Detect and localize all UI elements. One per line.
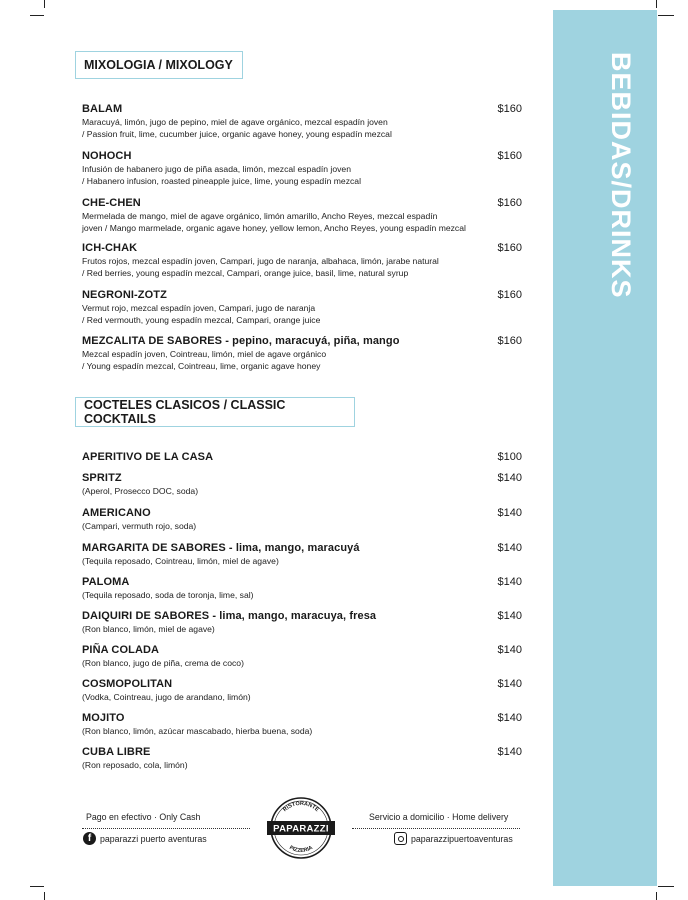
instagram-handle[interactable]: paparazzipuertoaventuras: [411, 834, 513, 844]
footer-divider-right: [352, 828, 520, 829]
menu-item-name: AMERICANO: [82, 507, 151, 519]
menu-item-price: $140: [497, 507, 522, 519]
menu-item-name: BALAM: [82, 103, 123, 115]
menu-item: [82, 197, 522, 234]
menu-item-description: (Ron reposado, cola, limón): [82, 760, 188, 770]
menu-item: [82, 150, 522, 187]
menu-item: [82, 746, 522, 771]
crop-mark: [656, 892, 657, 900]
menu-item-name: NOHOCH: [82, 150, 132, 162]
menu-item-description: (Vodka, Cointreau, jugo de arandano, limón): [82, 692, 251, 702]
menu-item-description: (Tequila reposado, Cointreau, limón, miel de agave): [82, 556, 279, 566]
menu-item: [82, 451, 522, 464]
section-title-classic: [75, 397, 355, 427]
menu-item-price: $160: [497, 103, 522, 115]
menu-item-description: / Habanero infusion, roasted pineapple juice, lime, young espadín mezcal: [82, 176, 361, 186]
crop-mark: [30, 886, 44, 887]
menu-item-description: Vermut rojo, mezcal espadín joven, Campari, jugo de naranja: [82, 303, 316, 313]
menu-item: [82, 644, 522, 669]
menu-item: [82, 542, 522, 567]
crop-mark: [44, 0, 45, 8]
section-title-mixology: [75, 51, 243, 79]
paparazzi-logo: [266, 793, 336, 863]
menu-item-description: joven / Mango marmelade, organic agave honey, yellow lemon, Ancho Reyes, young espadín mezcal: [82, 223, 466, 233]
crop-mark: [44, 892, 45, 900]
menu-item-name: ICH-CHAK: [82, 242, 138, 254]
menu-item: [82, 242, 522, 279]
menu-item-description: / Young espadín mezcal, Cointreau, lime, organic agave honey: [82, 361, 321, 371]
menu-item-name: MARGARITA DE SABORES - lima, mango, maracuyá: [82, 542, 360, 554]
menu-item-description: / Passion fruit, lime, cucumber juice, organic agave honey, young espadín mezcal: [82, 129, 392, 139]
menu-item-name: COSMOPOLITAN: [82, 678, 173, 690]
menu-item-price: $160: [497, 150, 522, 162]
menu-item-price: $160: [497, 197, 522, 209]
menu-item: [82, 610, 522, 635]
menu-item-description: Mermelada de mango, miel de agave orgánico, limón amarillo, Ancho Reyes, mezcal espadín: [82, 211, 438, 221]
side-title: BEBIDAS/DRINKS: [606, 52, 636, 299]
menu-item-name: DAIQUIRI DE SABORES - lima, mango, maracuya, fresa: [82, 610, 377, 622]
instagram-icon[interactable]: [394, 832, 407, 845]
menu-item-name: SPRITZ: [82, 472, 122, 484]
menu-item-name: CUBA LIBRE: [82, 746, 151, 758]
menu-item: [82, 335, 522, 372]
menu-item-name: MEZCALITA DE SABORES - pepino, maracuyá, piña, mango: [82, 335, 400, 347]
footer-divider-left: [82, 828, 250, 829]
delivery-note: Servicio a domicilio · Home delivery: [369, 812, 509, 822]
menu-item-price: $140: [497, 472, 522, 484]
menu-item-price: $160: [497, 242, 522, 254]
menu-item: [82, 712, 522, 737]
menu-item-description: Mezcal espadín joven, Cointreau, limón, miel de agave orgánico: [82, 349, 327, 359]
menu-item-description: Infusión de habanero jugo de piña asada, limón, mezcal espadín joven: [82, 164, 351, 174]
menu-item-price: $160: [497, 289, 522, 301]
menu-item-name: MOJITO: [82, 712, 125, 724]
section-title-mixology-text: MIXOLOGIA / MIXOLOGY: [84, 58, 233, 72]
menu-item-description: (Ron blanco, limón, azúcar mascabado, hierba buena, soda): [82, 726, 313, 736]
logo-top-text: RISTORANTE: [282, 800, 320, 814]
facebook-handle[interactable]: paparazzi puerto aventuras: [100, 834, 207, 844]
menu-item-price: $140: [497, 712, 522, 724]
menu-item: [82, 507, 522, 532]
svg-text:PIZZERIA: [288, 845, 314, 854]
menu-item-price: $140: [497, 610, 522, 622]
crop-mark: [656, 0, 657, 8]
svg-text:RISTORANTE: [282, 801, 320, 813]
menu-item-description: Maracuyá, limón, jugo de pepino, miel de agave orgánico, mezcal espadín joven: [82, 117, 388, 127]
menu-item-name: APERITIVO DE LA CASA: [82, 451, 214, 463]
menu-item-description: (Ron blanco, jugo de piña, crema de coco): [82, 658, 244, 668]
menu-item-description: Frutos rojos, mezcal espadín joven, Campari, jugo de naranja, albahaca, limón, jarabe natural: [82, 256, 439, 266]
menu-item-price: $140: [497, 542, 522, 554]
menu-item-description: / Red berries, young espadín mezcal, Campari, orange juice, basil, lime, natural syrup: [82, 268, 409, 278]
menu-item-name: PIÑA COLADA: [82, 644, 160, 656]
crop-mark: [658, 15, 674, 16]
facebook-icon[interactable]: f: [83, 832, 96, 845]
menu-item-price: $160: [497, 335, 522, 347]
menu-item-price: $140: [497, 644, 522, 656]
menu-item-price: $100: [497, 451, 522, 463]
menu-item: [82, 289, 522, 326]
menu-item-price: $140: [497, 678, 522, 690]
menu-item-name: PALOMA: [82, 576, 130, 588]
menu-item-price: $140: [497, 576, 522, 588]
menu-item: [82, 576, 522, 601]
menu-item: [82, 678, 522, 703]
crop-mark: [658, 886, 674, 887]
menu-item: [82, 103, 522, 140]
payment-note: Pago en efectivo · Only Cash: [86, 812, 201, 822]
menu-item-description: (Campari, vermuth rojo, soda): [82, 521, 197, 531]
menu-item-description: (Ron blanco, limón, miel de agave): [82, 624, 215, 634]
logo-name: PAPARAZZI: [273, 823, 329, 835]
logo-bottom-text: PIZZERIA: [288, 844, 314, 855]
crop-mark: [30, 15, 44, 16]
menu-item-price: $140: [497, 746, 522, 758]
section-title-classic-text: COCTELES CLASICOS / CLASSIC COCKTAILS: [84, 398, 286, 426]
menu-item-name: NEGRONI-ZOTZ: [82, 289, 167, 301]
menu-item-name: CHE-CHEN: [82, 197, 141, 209]
menu-item-description: (Aperol, Prosecco DOC, soda): [82, 486, 199, 496]
menu-item-description: (Tequila reposado, soda de toronja, lime, sal): [82, 590, 254, 600]
menu-item-description: / Red vermouth, young espadín mezcal, Campari, orange juice: [82, 315, 321, 325]
menu-item: [82, 472, 522, 497]
